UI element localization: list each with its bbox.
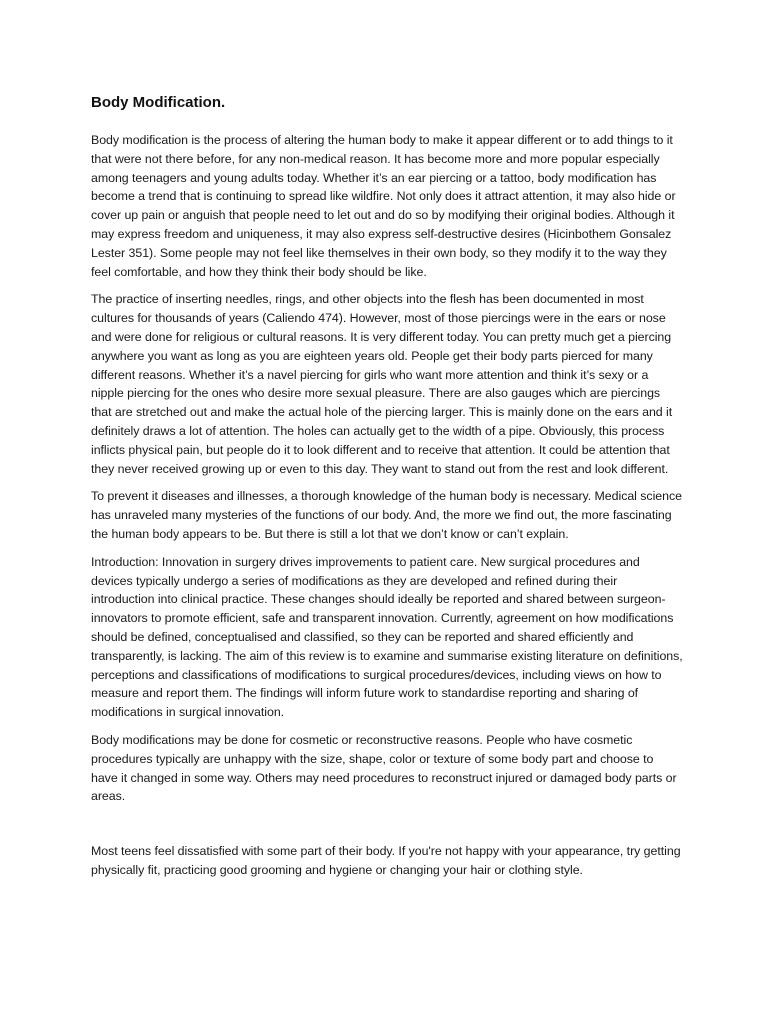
paragraph-human-body-knowledge: To prevent it diseases and illnesses, a thorough knowledge of the human body is necessary. Medical science has unraveled many mysteries of the functions of our body. And, the more we find out, the more fascinating the human body appears to be. But there is still a lot that we don’t know or can’t explain. xyxy=(91,489,682,541)
paragraph-surgical-innovation: Introduction: Innovation in surgery drives improvements to patient care. New surgical procedures and devices typically undergo a series of modifications as they are developed and refined during their introduction into clinical practice. These changes should ideally be reported and shared between surgeon-innovators to promote efficient, safe and transparent innovation. Currently, agreement on how modifications should be defined, conceptualised and classified, so they can be reported and shared efficiently and transparently, is lacking. The aim of this review is to examine and summarise existing literature on definitions, perceptions and classifications of modifications to surgical procedures/devices, including views on how to measure and report them. The findings will inform future work to standardise reporting and sharing of modifications in surgical innovation. xyxy=(91,554,683,720)
document-page xyxy=(91,92,683,889)
document-title: Body Modification. xyxy=(91,94,226,111)
paragraph-body-modification-definition: Body modification is the process of altering the human body to make it appear different or to add things to it that were not there before, for any non-medical reason. It has become more and more popular especially among teenagers and young adults today. Whether it’s an ear piercing or a tattoo, body modification has become a trend that is continuing to spread like wildfire. Not only does it attract attention, it may also hide or cover up pain or anguish that people need to let out and do so by modifying their original bodies. Although it may express freedom and uniqueness, it may also express self-destructive desires (Hicinbothem Gonsalez Lester 351). Some people may not feel like themselves in their own body, so they modify it to the way they feel comfortable, and how they think their body should be like. xyxy=(91,133,676,279)
paragraph-teen-dissatisfaction: Most teens feel dissatisfied with some part of their body. If you're not happy with your appearance, try getting physically fit, practicing good grooming and hygiene or changing your hair or clothing style. xyxy=(91,844,681,877)
paragraph-cosmetic-reconstructive: Body modifications may be done for cosmetic or reconstructive reasons. People who have cosmetic procedures typically are unhappy with the size, shape, color or texture of some body part and choose to have it changed in some way. Others may need procedures to reconstruct injured or damaged body parts or areas. xyxy=(91,732,677,804)
paragraph-piercing-practice: The practice of inserting needles, rings, and other objects into the flesh has been documented in most cultures for thousands of years (Caliendo 474). However, most of those piercings were in the ears or nose and were done for religious or cultural reasons. It is very different today. You can pretty much get a piercing anywhere you want as long as you are eighteen years old. People get their body parts pierced for many different reasons. Whether it’s a navel piercing for girls who want more attention and think it’s sexy or a nipple piercing for the ones who desire more sexual pleasure. There are also gauges which are piercings that are stretched out and make the actual hole of the piercing larger. This is mainly done on the ears and it definitely draws a lot of attention. The holes can actually get to the width of a pipe. Obviously, this process inflicts physical pain, but people do it to look different and to receive that attention. It could be attention that they never received growing up or even to this day. They want to stand out from the rest and look different. xyxy=(91,292,673,476)
paragraph-spacer xyxy=(91,815,683,842)
